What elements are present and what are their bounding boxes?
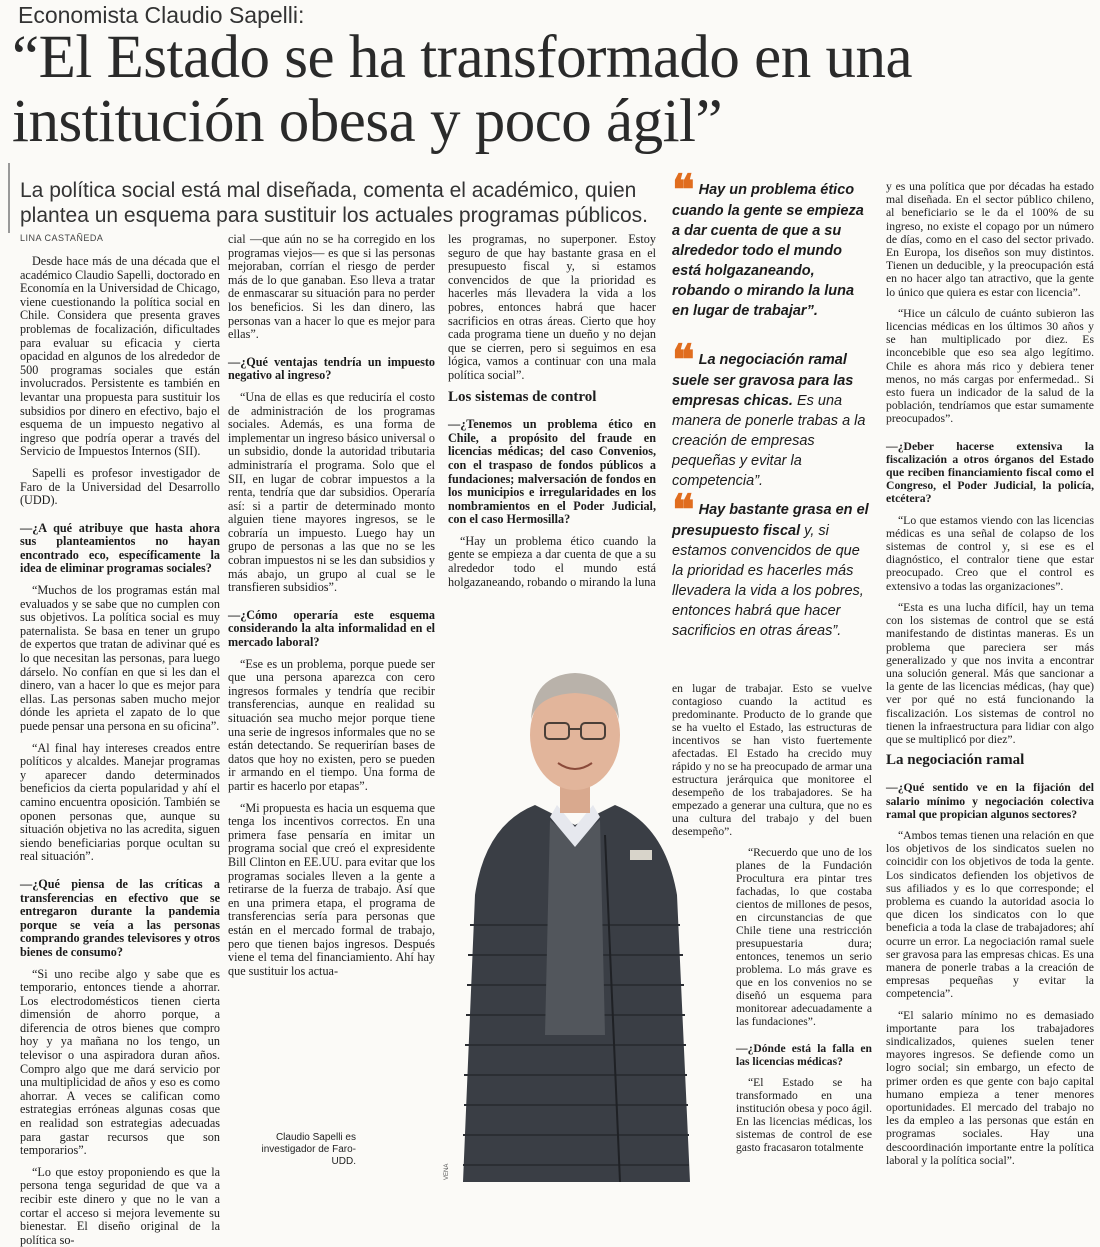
column-3 <box>448 233 656 595</box>
pullquote-bold: Hay un problema ético cuando la gente se empieza a dar cuenta de que a su alrededor todo el mundo está holgazaneando, robando o mirando la luna en lugar de trabajar”. <box>672 182 864 319</box>
pullquote-bold: La negociación ramal suele ser gravosa para las empresas chicas. <box>672 352 854 409</box>
pullquote-text: Es una manera de ponerle trabas a la creación de empresas pequeñas y evitar la competencia”. <box>672 393 866 489</box>
quote-mark-icon: ❝ <box>672 488 695 534</box>
subhead: La negociación ramal <box>886 752 1025 769</box>
quote-mark-icon: ❝ <box>672 338 695 384</box>
column-5 <box>886 180 1094 1182</box>
pullquote-2 <box>672 338 872 491</box>
paragraph: “Esta es una lucha difícil, hay un tema con los sistemas de control que se está manifestando de distintas maneras. Es un problema que pareciera ser más generalizado y que nos invita a encontrar una solución general. Más que sancionar a la gente de las licencias médicas, (hay que) ver por qué no está funcionando la fiscalización. Los sistemas de control no tienen la infraestructura para lidiar con algo que se multiplicó por diez”. <box>886 600 1094 746</box>
headline: “El Estado se ha transformado en una institución obesa y poco ágil” <box>12 24 913 155</box>
paragraph: les programas, no superponer. Estoy seguro de que hay bastante grasa en el presupuesto fiscal y, si estamos convencidos de que la prioridad es hacerles más llevadera la vida a los pobres, entonces habrá que hacer sacrificios en otras áreas. Cierto que hoy cada programa tiene un dueño y no dejan que se cierren, pero si seguimos en esa lógica, vamos a continuar con una mala política social”. <box>448 232 656 382</box>
pullquote-3 <box>672 488 872 641</box>
question: —¿Qué piensa de las críticas a transferencias en efectivo que se entregaron durante la pandemia porque se veía a las personas comprando grandes televisores y otros bienes de consumo? <box>20 876 220 959</box>
paragraph: Sapelli es profesor investigador de Faro de la Universidad del Desarrollo (UDD). <box>20 465 220 508</box>
paragraph: “Lo que estamos viendo con las licencias médicas es una señal de colapso de los sistemas de control y, si ese es el diagnóstico, el contralor tiene que estar preocupado. Creo que el control es extensivo a todas las organizaciones”. <box>886 513 1094 593</box>
column-1 <box>20 254 221 1247</box>
paragraph: “El salario mínimo no es demasiado importante para los trabajadores sindicalizados, quienes suelen tener mayores ingresos. Se defiende como un logro social; sin embargo, un efecto de primer orden es que gente con bajo capital humano empieza a tener menores oportunidades. El mercado del trabajo no les da empleo a las personas que están en programas sociales. Hay una descoordinación importante entre la política laboral y la política social”. <box>886 1008 1094 1167</box>
question: —¿Tenemos un problema ético en Chile, a propósito del fraude en licencias médicas; del caso Convenios, con el traspaso de fondos públicos a fundaciones; malversación de fondos en los municipios e irregularidades en los nombramientos en el Poder Judicial, con el caso Hermosilla? <box>448 417 656 527</box>
pullquote-bold: Hay bastante grasa en el presupuesto fiscal <box>672 502 869 539</box>
paragraph: “Una de ellas es que reduciría el costo de administración de los programas sociales. Además, es una forma de implementar un ingreso básico universal o un subsidio, donde la autoridad tributaria administraría el programa. Solo que el SII, en lugar de cobrar impuestos a la renta, tendría que dar subsidios. Operaría así: si a partir de determinado monto alguien tiene mayores ingresos, se le cobraría un impuesto. Luego hay un grupo de personas a las que no se les cobran impuestos ni se les dan subsidios y más abajo, un grupo al cual se le transfieren subsidios”. <box>228 389 435 595</box>
column-4 <box>672 682 872 1182</box>
paragraph: en lugar de trabajar. Esto se vuelve contagioso cuando la actitud es predominante. Producto de lo grande que se ha vuelto el Estado, las estructuras de incentivos se han visto fuertemente afectadas. El Estado ha crecido muy rápido y no se ha preocupado de armar una estructura jerárquica que monitoree el desempeño de los trabajadores. Se ha empezado a generar una cultura, que no es una cultura del trabajo y del buen desempeño”. <box>672 682 872 838</box>
column-2 <box>228 233 435 1182</box>
pullquote-text: y, si estamos convencidos de que la prioridad es hacerles más llevadera la vida a los pobres, entonces habrá que hacer sacrificios en otras áreas”. <box>672 523 864 639</box>
kicker: Economista Claudio Sapelli: <box>18 2 305 28</box>
paragraph: “Hay un problema ético cuando la gente se empieza a dar cuenta de que a su alrededor todo el mundo está holgazaneando, robando o mirando la luna <box>448 533 656 589</box>
paragraph: y es una política que por décadas ha estado mal diseñada. En el sector público chileno, al beneficiario se le da el 100% de su ingreso, no existe el copago por un número de días, como en el caso del sector privado. En Europa, los diseños son muy distintos. Tienen un deducible, y la preocupación está en no hacer algo tan atractivo, que la gente lo único que quiera es estar con licencia”. <box>886 180 1094 299</box>
paragraph: “Lo que estoy proponiendo es que la persona tenga seguridad de que va a recibir este dinero y que no le van a cortar el acceso si mejora levemente su bienestar. El diseño original de la política so- <box>20 1164 220 1247</box>
paragraph: “Recuerdo que uno de los planes de la Fundación Procultura era pintar tres fachadas, lo que costaba cientos de millones de pesos, en circunstancias de que Chile tiene una restricción presupuestaria dura; entonces, tenemos un serio problema. Lo más grave es que en los convenios no se diseñó un esquema para monitorear adecuadamente a las fundaciones”. <box>736 846 872 1028</box>
paragraph: “Ambos temas tienen una relación en que los objetivos de los sindicatos suelen no coincidir con los objetivos de toda la gente. Los sindicatos defienden los objetivos de sus afiliados y es lo que corresponde; el problema es cuando la autoridad asocia lo que dicen los sindicatos con lo que beneficia a toda la clase de trabajadores; ahí ocurre un error. La negociación ramal suele ser gravosa para las empresas chicas. Es una manera de ponerle trabas a la creación de empresas pequeñas y evitar la competencia”. <box>886 828 1094 1001</box>
question: —¿Qué ventajas tendría un impuesto negativo al ingreso? <box>228 354 435 383</box>
portrait-photo <box>455 595 695 1182</box>
quote-mark-icon: ❝ <box>672 168 695 214</box>
deck-rule <box>8 163 10 233</box>
paragraph: Desde hace más de una década que el académico Claudio Sapelli, doctorado en Economía en la Universidad de Chicago, viene cuestionando la política social en Chile. Considera que presenta graves problemas de focalización, dificultades para evaluar su eficacia y cierta opacidad en algunos de los alrededor de 500 programas sociales que están involucrados. Persistente es también en levantar una propuesta para sustituir los subsidios por dinero en efectivo, bajo el esquema de un impuesto negativo al ingreso que podría operar a través del Servicio de Impuestos Internos (SII). <box>20 254 221 459</box>
paragraph: “Muchos de los programas están mal evaluados y se sabe que no cumplen con sus objetivos. La política social es muy paternalista. Se basa en tener un grupo de expertos que tratan de adivinar qué es lo que necesitan las personas, para luego dárselo. No confían en que si les dan el dinero, van a hacer lo que es mejor para ellas. Las personas saben mucho mejor dónde les aprieta el zapato de lo que puede pensar una persona en su oficina”. <box>20 583 220 733</box>
pullquote-1 <box>672 168 872 321</box>
question: —¿Dónde está la falla en las licencias médicas? <box>736 1042 872 1068</box>
subhead: Los sistemas de control <box>448 388 597 405</box>
paragraph: “Si uno recibe algo y sabe que es temporario, entonces tiende a ahorrar. Los electrodomésticos tienen cierta dimensión de ahorro porque, a diferencia de otros bienes que compro hoy y ya mañana no los tengo, un televisor o una aspiradora duran años. Compro algo que me dará servicio por una multiplicidad de años y eso es como ahorrar. A veces se califican como estrategias erróneas algunas cosas que en realidad son estrategias adecuadas para gastar recursos que son temporarios”. <box>20 966 220 1158</box>
photo-credit: VENA <box>444 1163 450 1180</box>
deck: La política social está mal diseñada, comenta el académico, quien plantea un esquema para sustituir los actuales programas públicos. <box>20 179 649 227</box>
paragraph: “Al final hay intereses creados entre políticos y alcaldes. Manejar programas y aparecer dando determinados beneficios da cierta popularidad y ahí el camino encuentra oposición. También se oponen personas que, aunque su situación objetiva no las acredita, siguen siendo beneficiarias porque ocultan su real situación”. <box>20 740 220 864</box>
paragraph: “Mi propuesta es hacia un esquema que tenga los incentivos correctos. En una primera fase pensaría en imitar un programa social que creó el expresidente Bill Clinton en EE.UU. para evitar que los programas sociales lleven a la gente a retirarse de la fuerza de trabajo. Así que en una primera etapa, el programa de transferencias sería para personas que están en el mercado formal de trabajo, pero que tienen bajos ingresos. Después viene el tema del financiamiento. Ahí hay que sustituir los actua- <box>228 800 435 978</box>
question: —¿Cómo operaría este esquema considerando la alta informalidad en el mercado laboral? <box>228 607 435 650</box>
paragraph: “Hice un cálculo de cuánto subieron las licencias médicas en los últimos 30 años y se han multiplicado por diez. Es inconcebible que eso sea algo legítimo. Chile es ahora más rico y debiera tener menos, no más cargas por enfermedad.. Si esto fuera un indicador de la salud de la población, tendríamos que estar sumamente preocupados”. <box>886 306 1094 426</box>
paragraph: “Ese es un problema, porque puede ser que una persona aparezca con cero ingresos formales y tendría que recibir transferencias, aunque en realidad su situación sea mucho mejor porque tiene una serie de ingresos informales que no se están detectando. Se requerirían bases de datos que hoy no existen, pero se pueden ir armando en el tiempo. Una forma de partir es hacerlo por etapas”. <box>228 656 435 793</box>
paragraph: “El Estado se ha transformado en una institución obesa y poco ágil. En las licencias médicas, los sistemas de control de ese gasto fracasaron totalmente <box>736 1076 872 1154</box>
question: —¿A qué atribuye que hasta ahora sus planteamientos no hayan encontrado eco, específicamente la idea de eliminar programas sociales? <box>20 520 220 576</box>
byline: LINA CASTAÑEDA <box>20 233 104 243</box>
photo-caption: Claudio Sapelli es investigador de Faro-UDD. <box>261 1132 356 1167</box>
paragraph: cial —que aún no se ha corregido en los programas viejos— es que si las personas mejoraban, corrían el riesgo de perder más de lo que ganaban. Eso lleva a tratar de enmascarar su situación para no perder los beneficios. Si les dan dinero, las personas van a hacer lo que es mejor para ellas”. <box>228 232 435 342</box>
question: —¿Qué sentido ve en la fijación del salario mínimo y negociación colectiva ramal que propician algunos sectores? <box>886 781 1094 821</box>
question: —¿Deber hacerse extensiva la fiscalización a otros órganos del Estado que reciben financiamiento fiscal como el Congreso, el Poder Judicial, la policía, etcétera? <box>886 439 1094 506</box>
